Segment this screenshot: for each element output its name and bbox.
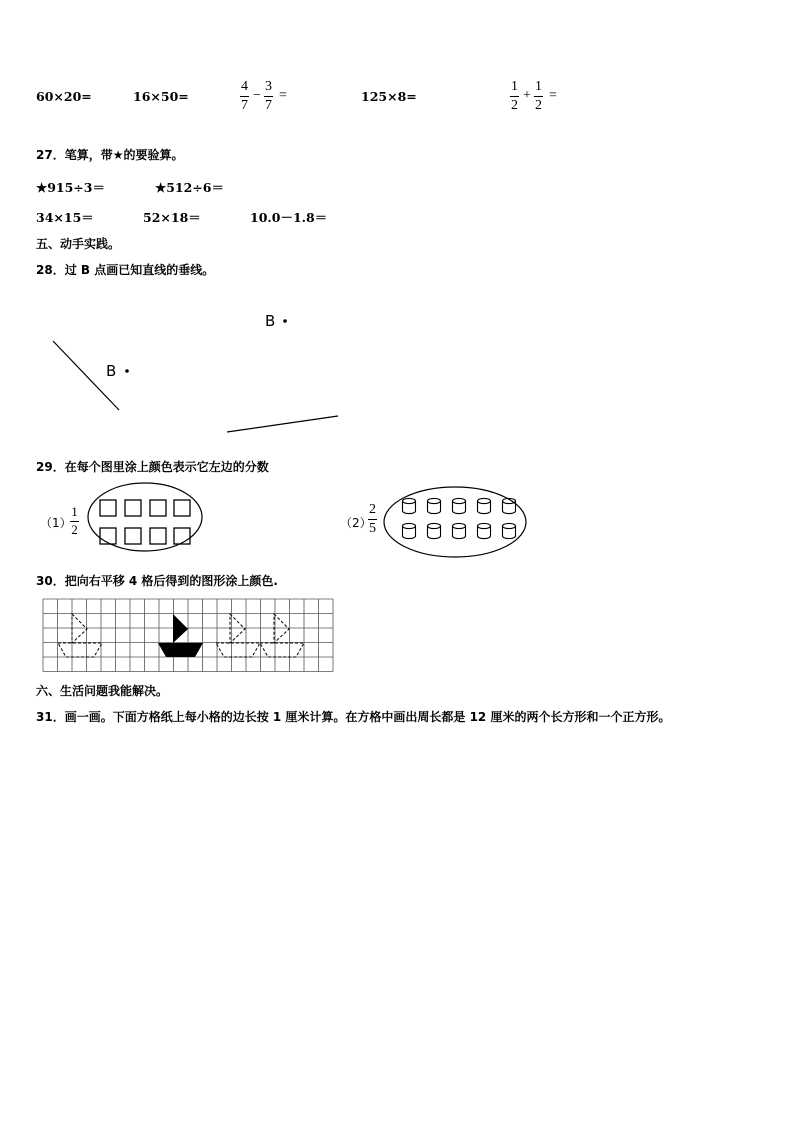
point-b-label-2: B bbox=[265, 312, 276, 330]
dashed-boat-1 bbox=[58, 614, 102, 657]
fraction-4-7: 4 7 bbox=[241, 79, 248, 113]
q29-title: 29．在每个图里涂上颜色表示它左边的分数 bbox=[36, 460, 269, 474]
q27-expr-52x18: 52×18＝ bbox=[143, 210, 201, 225]
expr-125x8: 125×8= bbox=[361, 89, 417, 104]
q27-title: 27．笔算，带★的要验算。 bbox=[36, 148, 184, 162]
q29-part1-fraction: 1 2 bbox=[71, 504, 78, 537]
fraction-3-7: 3 7 bbox=[265, 79, 272, 113]
q27-expr-915: ★915÷3＝ bbox=[36, 180, 105, 195]
expr-60x20: 60×20= bbox=[36, 89, 92, 104]
q27-expr-512: ★512÷6＝ bbox=[155, 180, 224, 195]
point-b-label-1: B bbox=[106, 362, 117, 380]
q27-expr-34x15: 34×15＝ bbox=[36, 210, 94, 225]
q30-title: 30．把向右平移 4 格后得到的图形涂上颜色. bbox=[36, 574, 278, 588]
plus-sign: + bbox=[523, 88, 531, 103]
q29-part2-fraction: 2 5 bbox=[369, 502, 376, 536]
equals-sign: = bbox=[279, 88, 287, 103]
section-6-heading: 六、生活问题我能解决。 bbox=[36, 684, 169, 698]
solid-boat bbox=[158, 614, 203, 657]
fraction-1-2-a: 1 2 bbox=[511, 79, 518, 113]
dashed-boat-3 bbox=[260, 614, 304, 657]
minus-sign: − bbox=[253, 88, 261, 103]
q27-expr-10-1.8: 10.0－1.8＝ bbox=[250, 210, 328, 225]
expr-16x50: 16×50= bbox=[133, 89, 189, 104]
section-5-heading: 五、动手实践。 bbox=[36, 237, 121, 251]
fraction-1-2-b: 1 2 bbox=[535, 79, 542, 113]
q29-part2-label: （2） bbox=[340, 516, 372, 530]
q28-title: 28．过 B 点画已知直线的垂线。 bbox=[36, 263, 215, 277]
q31-title: 31．画一画。下面方格纸上每小格的边长按 1 厘米计算。在方格中画出周长都是 12 厘米的两个长方形和一个正方形。 bbox=[36, 710, 671, 724]
equals-sign-2: = bbox=[549, 88, 557, 103]
q29-part1-label: （1） bbox=[40, 516, 72, 530]
grid-lines bbox=[43, 599, 333, 672]
dashed-boat-2 bbox=[216, 614, 260, 657]
